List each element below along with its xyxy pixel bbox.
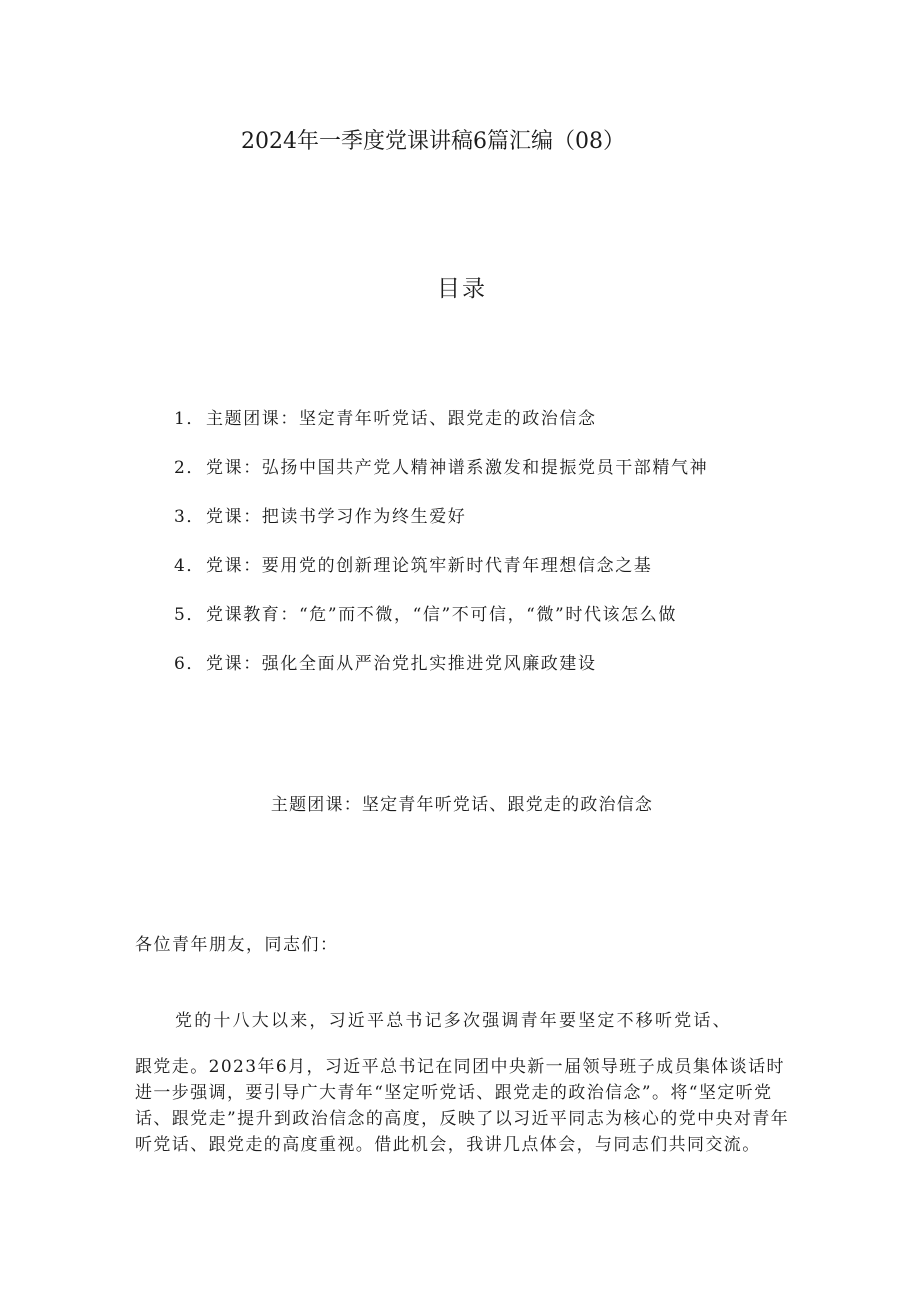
toc-item-text: 党课：要用党的创新理论筑牢新时代青年理想信念之基 — [206, 556, 653, 576]
toc-item-number: 5． — [174, 605, 206, 625]
toc-item-number: 2． — [174, 458, 206, 478]
toc-item — [174, 602, 708, 651]
toc-item-text: 党课：把读书学习作为终生爱好 — [206, 507, 467, 527]
section-title: 主题团课：坚定青年听党话、跟党走的政治信念 — [270, 795, 654, 815]
document-title: 2024年一季度党课讲稿6篇汇编（08） — [241, 129, 625, 154]
toc-item-number: 3． — [174, 507, 206, 527]
paragraph-body: 跟党走。2023年6月，习近平总书记在同团中央新一届领导班子成员集体谈话时进一步强调，要引导广大青年“坚定听党话、跟党走的政治信念”。将“坚定听党话、跟党走”提升到政治信念的高度，反映了以习近平同志为核心的党中央对青年听党话、跟党走的高度重视。借此机会，我讲几点体会，与同志们共同交流。 — [135, 1057, 790, 1155]
toc-item-text: 主题团课：坚定青年听党话、跟党走的政治信念 — [206, 409, 597, 429]
toc-item-number: 4． — [174, 556, 206, 576]
toc-item-number: 1． — [174, 409, 206, 429]
toc-item-number: 6． — [174, 654, 206, 674]
toc-item — [174, 406, 708, 455]
toc-item — [174, 455, 708, 504]
toc-item-text: 党课：弘扬中国共产党人精神谱系激发和提振党员干部精气神 — [206, 458, 709, 478]
table-of-contents — [174, 406, 708, 700]
toc-item-text: 党课：强化全面从严治党扎实推进党风廉政建设 — [206, 654, 597, 674]
toc-item — [174, 553, 708, 602]
paragraph-first-line: 党的十八大以来，习近平总书记多次强调青年要坚定不移听党话、 — [175, 1011, 732, 1031]
toc-heading: 目录 — [437, 276, 487, 302]
toc-item-text: 党课教育：“危”而不微，“信”不可信，“微”时代该怎么做 — [206, 605, 677, 625]
toc-item — [174, 651, 708, 700]
greeting: 各位青年朋友，同志们： — [135, 935, 339, 955]
toc-item — [174, 504, 708, 553]
